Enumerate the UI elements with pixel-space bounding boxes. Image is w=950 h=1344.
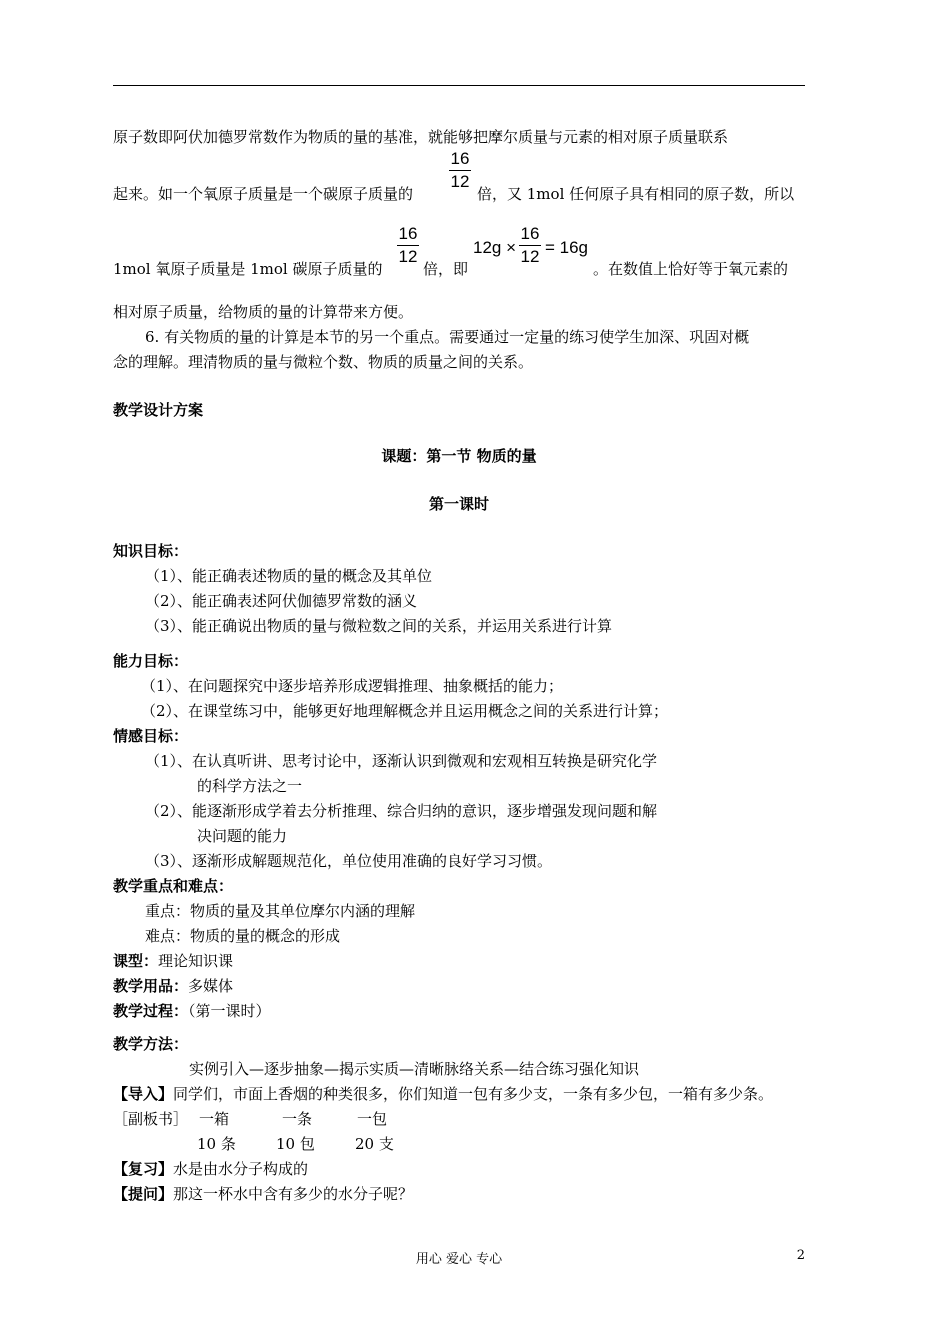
page-number: 2 [796,1248,805,1263]
ability-item-2: （2）、在课堂练习中，能够更好地理解概念并且运用概念之间的关系进行计算； [141,702,669,720]
lesson-type-value: 理论知识课 [158,952,234,970]
knowledge-heading: 知识目标： [113,542,189,560]
emotion-item-2b: 决问题的能力 [197,827,288,845]
intro [113,1084,773,1104]
process-value: （第一课时） [188,1002,271,1020]
ability-item-1: （1）、在问题探究中逐步培养形成逻辑推理、抽象概括的能力； [141,677,564,695]
emotion-item-3: （3）、逐渐形成解题规范化，单位使用准确的良好学习习惯。 [145,852,553,870]
para2-line1: 6. 有关物质的量的计算是本节的另一个重点。需要通过一定量的练习使学生加深、巩固对概 [145,328,750,346]
equation-right: = 16g [545,238,589,257]
question [113,1184,413,1204]
fraction-bar [397,245,419,246]
fraction-denominator: 12 [450,172,470,191]
section-title: 教学设计方案 [113,401,204,419]
board-row1-col2: 一条 [282,1110,313,1128]
emotion-item-1b: 的科学方法之一 [197,777,303,795]
lesson-title: 课题：第一节 物质的量 [381,447,537,465]
intro-text: 同学们，市面上香烟的种类很多，你们知道一包有多少支，一条有多少包，一箱有多少条。 [173,1085,774,1103]
period-title: 第一课时 [428,495,489,513]
keypoints-heading: 教学重点和难点： [113,877,234,895]
para1-line4: 相对原子质量，给物质的量的计算带来方便。 [113,303,414,321]
knowledge-item-2: （2）、能正确表述阿伏伽德罗常数的涵义 [145,592,418,610]
board-row2-col3: 20 支 [355,1135,394,1153]
fraction-denominator: 12 [398,247,418,266]
para1-line2a: 起来。如一个氧原子质量是一个碳原子质量的 [113,185,414,203]
materials-value: 多媒体 [188,977,234,995]
question-text: 那这一杯水中含有多少的水分子呢？ [173,1185,414,1203]
board-row1-col1: 一箱 [199,1110,230,1128]
board-row2-col1: 10 条 [197,1135,236,1153]
para2-line2: 念的理解。理清物质的量与微粒个数、物质的质量之间的关系。 [113,353,534,371]
method-text: 实例引入—逐步抽象—揭示实质—清晰脉络关系—结合练习强化知识 [189,1060,640,1078]
method-heading: 教学方法： [113,1035,189,1053]
lesson-type [113,951,233,971]
fraction-16-12-b [397,224,419,267]
para1-line1: 原子数即阿伏加德罗常数作为物质的量的基准，就能够把摩尔质量与元素的相对原子质量联系 [113,128,729,146]
materials [113,976,233,996]
fraction-numerator: 16 [450,149,470,168]
knowledge-item-1: （1）、能正确表述物质的量的概念及其单位 [145,567,433,585]
fraction-16-12-a [449,149,471,192]
review-tag: 【复习】 [113,1160,174,1178]
fraction-numerator: 16 [398,224,418,243]
para1-line2b: 倍，又 1mol 任何原子具有相同的原子数，所以 [477,185,795,203]
review [113,1159,308,1179]
board-row1-col3: 一包 [357,1110,388,1128]
board-row2-col2: 10 包 [276,1135,315,1153]
question-tag: 【提问】 [113,1185,174,1203]
ability-heading: 能力目标： [113,652,189,670]
footer-motto: 用心 爱心 专心 [415,1252,503,1267]
emotion-item-1a: （1）、在认真听讲、思考讨论中，逐渐认识到微观和宏观相互转换是研究化学 [145,752,658,770]
fraction-bar [449,170,471,171]
fraction-bar [519,245,541,246]
intro-tag: 【导入】 [113,1085,174,1103]
fraction-16-12-c [519,224,541,267]
review-text: 水是由水分子构成的 [173,1160,309,1178]
fraction-denominator: 12 [520,247,540,266]
emotion-item-2a: （2）、能逐渐形成学着去分析推理、综合归纳的意识，逐步增强发现问题和解 [145,802,658,820]
board-tag: ［副板书］ [113,1110,189,1128]
keypoints-difficulty: 难点：物质的量的概念的形成 [145,927,341,945]
emotion-heading: 情感目标： [113,727,189,745]
para1-line3a: 1mol 氧原子质量是 1mol 碳原子质量的 [113,260,383,278]
keypoints-focus: 重点：物质的量及其单位摩尔内涵的理解 [145,902,416,920]
para1-line3b: 倍，即 [423,260,469,278]
knowledge-item-3: （3）、能正确说出物质的量与微粒数之间的关系，并运用关系进行计算 [145,617,613,635]
para1-line3c: 。在数值上恰好等于氧元素的 [593,260,789,278]
process [113,1001,271,1021]
fraction-numerator: 16 [520,224,540,243]
materials-label: 教学用品： [113,977,189,995]
header-rule [113,85,805,86]
equation-left: 12g × [473,238,517,257]
process-label: 教学过程： [113,1002,189,1020]
lesson-type-label: 课型： [113,952,159,970]
